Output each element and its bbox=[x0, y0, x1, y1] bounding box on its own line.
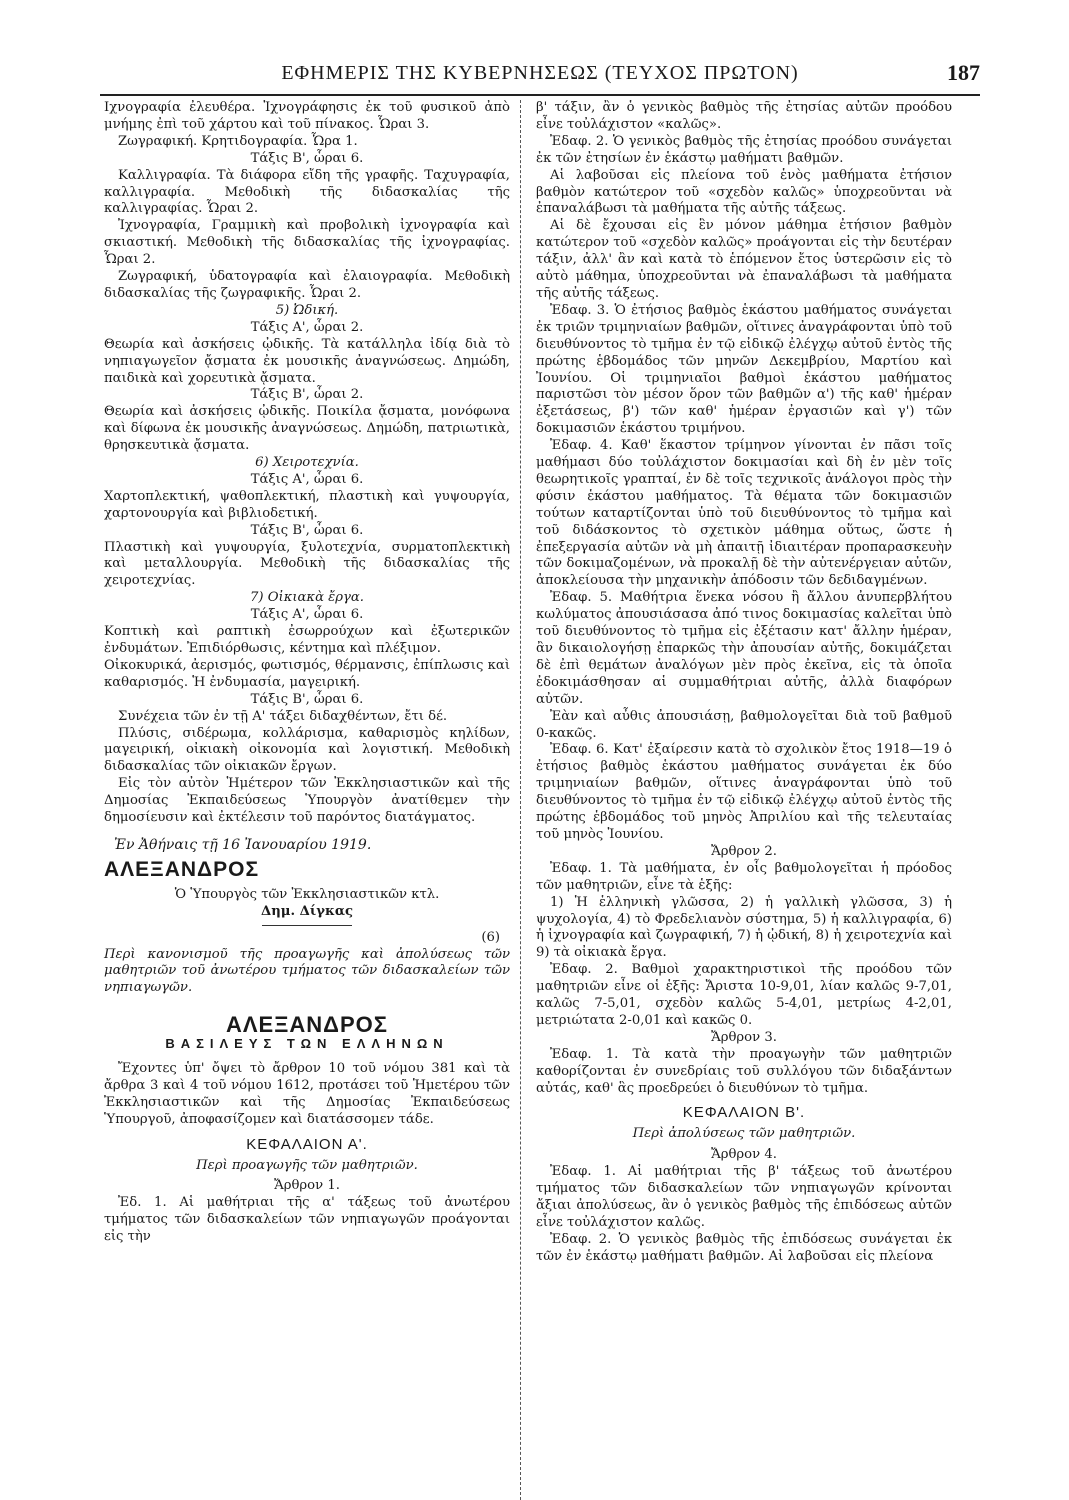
chapter-subtitle: Περὶ προαγωγῆς τῶν μαθητριῶν. bbox=[196, 1157, 418, 1173]
paragraph: Ἐδαφ. 1. Τὰ μαθήματα, ἐν οἷς βαθμολογεῖται ἡ πρόοδος τῶν μαθητριῶν, εἶνε τὰ ἑξῆς: bbox=[536, 860, 952, 893]
paragraph: Ἐδαφ. 4. Καθ' ἕκαστον τρίμηνον γίνονται ἐν πᾶσι τοῖς μαθήμασι δύο τοὐλάχιστον δοκιμασίαι καὶ δὴ ἐν μὲν τοῖς θεωρητικοῖς γραπταί, ἐν δὲ τοῖς τεχνικοῖς ἀνάλογοι πρὸς τὴν φύσιν ἑκάστου μαθήματος. Τὰ θέματα τῶν δοκιμασιῶν τούτων καταρτίζονται ὑπὸ τοῦ διευθύνοντος τὸ τμῆμα καὶ τοῦ διδάσκοντος τὸ σχετικὸν μάθημα οὕτως, ὥστε ἡ ἐπεξεργασία αὐτῶν νὰ μὴ ἀπαιτῇ ἰδιαιτέραν προπαρασκευὴν τῶν δοκιμαζομένων, νὰ προκαλῇ δὲ τὴν αὐτενέργειαν αὐτῶν, ἀποκλείουσα τὴν μηχανικὴν ἀπόδοσιν τῶν δεδιδαγμένων. bbox=[536, 438, 952, 589]
article-heading: Ἄρθρον 1. bbox=[274, 1178, 340, 1194]
decree-number: (6) bbox=[481, 929, 500, 945]
class-heading: Τάξις Β', ὧραι 6. bbox=[250, 150, 364, 166]
minister-title: Ὁ Ὑπουργὸς τῶν Ἐκκλησιαστικῶν κτλ. bbox=[174, 886, 440, 902]
class-heading: Τάξις Α', ὧραι 6. bbox=[250, 471, 364, 487]
paragraph: Εἰς τὸν αὐτὸν Ἡμέτερον τῶν Ἐκκλησιαστικῶν καὶ τῆς Δημοσίας Ἐκπαιδεύσεως Ὑπουργὸν ἀνατίθεμεν τὴν δημοσίευσιν καὶ ἐκτέλεσιν τοῦ παρόντος διατάγματος. bbox=[104, 776, 510, 826]
subject-heading: 7) Οἰκιακὰ ἔργα. bbox=[250, 590, 364, 606]
chapter-heading: ΚΕΦΑΛΑΙΟΝ Β'. bbox=[682, 1104, 806, 1122]
section-rule bbox=[262, 925, 352, 926]
article-heading: Ἄρθρον 3. bbox=[711, 1029, 777, 1045]
paragraph: Ζωγραφική, ὑδατογραφία καὶ ἐλαιογραφία. Μεθοδικὴ διδασκαλίας τῆς ζωγραφικῆς. Ὧραι 2. bbox=[104, 269, 510, 301]
left-column bbox=[104, 100, 510, 1246]
paragraph: Κοπτικὴ καὶ ραπτικὴ ἐσωρρούχων καὶ ἐξωτερικῶν ἐνδυμάτων. Ἐπιδιόρθωσις, κέντημα καὶ πλέξιμον. bbox=[104, 624, 510, 656]
paragraph: Ἐδαφ. 1. Αἱ μαθήτριαι τῆς β' τάξεως τοῦ ἀνωτέρου τμήματος τῶν διδασκαλείων τῶν νηπιαγωγῶν κρίνονται ἄξιαι ἀπολύσεως, ἂν ὁ γενικὸς βαθμὸς τῆς ἐπιδόσεως αὐτῶν εἶνε τοὐλάχιστον καλῶς. bbox=[536, 1164, 952, 1230]
paragraph: Ἐδ. 1. Αἱ μαθήτριαι τῆς α' τάξεως τοῦ ἀνωτέρου τμήματος τῶν διδασκαλείων τῶν νηπιαγωγῶν προάγονται εἰς τὴν bbox=[104, 1195, 510, 1245]
paragraph: Ἐὰν καὶ αὖθις ἀπουσιάσῃ, βαθμολογεῖται διὰ τοῦ βαθμοῦ 0-κακῶς. bbox=[536, 708, 952, 741]
paragraph: Αἱ λαβοῦσαι εἰς πλείονα τοῦ ἑνὸς μαθήματα ἐτήσιον βαθμὸν κατώτερον τοῦ «σχεδὸν καλῶς» ὑποχρεοῦνται νὰ ἐπαναλάβωσι τὰ μαθήματα τῆς αὐτῆς τάξεως. bbox=[536, 167, 952, 217]
king-title: ΒΑΣΙΛΕΥΣ ΤΩΝ ΕΛΛΗΝΩΝ bbox=[165, 1036, 449, 1052]
class-heading: Τάξις Β', ὧραι 6. bbox=[250, 522, 364, 538]
king-name-heading: ΑΛΕΞΑΝΔΡΟΣ bbox=[226, 1012, 388, 1038]
decree-title: Περὶ κανονισμοῦ τῆς προαγωγῆς καὶ ἀπολύσεως τῶν μαθητριῶν τοῦ ἀνωτέρου τμήματος τῶν διδασκαλείων τῶν νηπιαγωγῶν. bbox=[104, 946, 510, 996]
paragraph: Ἰχνογραφία, Γραμμικὴ καὶ προβολικὴ ἰχνογραφία καὶ σκιαστική. Μεθοδικὴ τῆς διδασκαλίας τῆς ἰχνογραφίας. Ὧραι 2. bbox=[104, 218, 510, 268]
paragraph: Ἐδαφ. 2. Ὁ γενικὸς βαθμὸς τῆς ἐτησίας προόδου συνάγεται ἐκ τῶν ἐτησίων ἐν ἑκάστῳ μαθήματι βαθμῶν. bbox=[536, 133, 952, 166]
paragraph: Ἐδαφ. 3. Ὁ ἐτήσιος βαθμὸς ἑκάστου μαθήματος συνάγεται ἐκ τριῶν τριμηνιαίων βαθμῶν, οἵτινες ἀναγράφονται ὑπὸ τοῦ διευθύνοντος τὸ τμῆμα ἐν τῷ εἰδικῷ ἐλέγχῳ αὐτοῦ ἐντὸς τῆς πρώτης ἑβδομάδος τῶν μηνῶν Δεκεμβρίου, Μαρτίου καὶ Ἰουνίου. Οἱ τριμηνιαῖοι βαθμοὶ ἑκάστου μαθήματος παριστῶσι τὸν μέσον ὅρον τῶν βαθμῶν α') τῆς καθ' ἡμέραν ἐξετάσεως, β') τῶν καθ' ἡμέραν ἐργασιῶν καὶ γ') τῶν δοκιμασιῶν ἑκάστου τριμήνου. bbox=[536, 302, 952, 437]
paragraph: Καλλιγραφία. Τὰ διάφορα εἴδη τῆς γραφῆς. Ταχυγραφία, καλλιγραφία. Μεθοδικὴ τῆς διδασκαλίας τῆς καλλιγραφίας. Ὧραι 2. bbox=[104, 167, 510, 217]
paragraph: Χαρτοπλεκτική, ψαθοπλεκτική, πλαστικὴ καὶ γυψουργία, χαρτονουργία καὶ βιβλιοδετική. bbox=[104, 488, 510, 521]
page-number: 187 bbox=[947, 60, 980, 85]
preamble: Ἔχοντες ὑπ' ὄψει τὸ ἄρθρον 10 τοῦ νόμου 381 καὶ τὰ ἄρθρα 3 καὶ 4 τοῦ νόμου 1612, προτάσει τοῦ Ἡμετέρου τῶν Ἐκκλησιαστικῶν καὶ τῆς Δημοσίας Ἐκπαιδεύσεως Ὑπουργοῦ, ἀποφασίζομεν καὶ διατάσσομεν τάδε. bbox=[104, 1061, 510, 1127]
paragraph: Οἰκοκυρικά, ἀερισμός, φωτισμός, θέρμανσις, ἐπίπλωσις καὶ καθαρισμός. Ἡ ἐνδυμασία, μαγειρική. bbox=[104, 657, 510, 690]
subject-heading: 6) Χειροτεχνία. bbox=[255, 455, 359, 471]
paragraph: Ἐδαφ. 6. Κατ' ἐξαίρεσιν κατὰ τὸ σχολικὸν ἔτος 1918—19 ὁ ἐτήσιος βαθμὸς ἑκάστου μαθήματος συνάγεται ἐκ δύο τριμηνιαίων βαθμῶν, οἵτινες ἀναγράφονται ὑπὸ τοῦ διευθύνοντος τὸ τμῆμα ἐν τῷ εἰδικῷ ἐλέγχῳ αὐτοῦ ἐντὸς τῆς πρώτης ἑβδομάδος τοῦ μηνὸς Ἀπριλίου καὶ τῆς τελευταίας τοῦ μηνὸς Ἰουνίου. bbox=[536, 742, 952, 842]
king-signature: ΑΛΕΞΑΝΔΡΟΣ bbox=[104, 857, 260, 881]
header-rule bbox=[100, 94, 980, 96]
class-heading: Τάξις Α', ὧραι 2. bbox=[250, 319, 364, 335]
class-heading: Τάξις Β', ὧραι 6. bbox=[250, 691, 364, 707]
gazette-title: ΕΦΗΜΕΡΙΣ ΤΗΣ ΚΥΒΕΡΝΗΣΕΩΣ (ΤΕΥΧΟΣ ΠΡΩΤΟΝ) bbox=[281, 62, 799, 84]
minister-name: Δημ. Δίγκας bbox=[260, 903, 354, 919]
paragraph: Ἐδαφ. 2. Ὁ γενικὸς βαθμὸς τῆς ἐπιδόσεως συνάγεται ἐκ τῶν ἐν ἑκάστῳ μαθήματι βαθμῶν. Αἱ λαβοῦσαι εἰς πλείονα bbox=[536, 1231, 952, 1264]
class-heading: Τάξις Β', ὧραι 2. bbox=[250, 387, 364, 403]
page-header bbox=[100, 60, 980, 92]
class-heading: Τάξις Α', ὧραι 6. bbox=[250, 607, 364, 623]
decree-date: Ἐν Ἀθήναις τῇ 16 Ἰανουαρίου 1919. bbox=[114, 836, 372, 853]
subject-heading: 5) Ὠδική. bbox=[275, 302, 339, 318]
paragraph: Ἐδαφ. 1. Τὰ κατὰ τὴν προαγωγὴν τῶν μαθητριῶν καθορίζονται ἐν συνεδρίαις τοῦ συλλόγου τῶν διδαξάντων αὐτάς, καθ' ἃς προεδρεύει ὁ διευθύνων τὸ τμῆμα. bbox=[536, 1046, 952, 1096]
paragraph: β' τάξιν, ἂν ὁ γενικὸς βαθμὸς τῆς ἐτησίας αὐτῶν προόδου εἶνε τοὐλάχιστον «καλῶς». bbox=[536, 100, 952, 132]
article-heading: Ἄρθρον 4. bbox=[711, 1147, 777, 1163]
column-divider bbox=[520, 100, 521, 1500]
paragraph: Ιχνογραφία ἐλευθέρα. Ἰχνογράφησις ἐκ τοῦ φυσικοῦ ἀπὸ μνήμης ἐπὶ τοῦ χάρτου καὶ τοῦ πίνακος. Ὧραι 3. bbox=[104, 100, 510, 132]
article-heading: Ἄρθρον 2. bbox=[711, 843, 777, 859]
paragraph: Ζωγραφική. Κρητιδογραφία. Ὧρα 1. bbox=[118, 133, 358, 149]
paragraph: 1) Ἡ ἑλληνικὴ γλῶσσα, 2) ἡ γαλλικὴ γλῶσσα, 3) ἡ ψυχολογία, 4) τὸ Φρεδελιανὸν σύστημα, 5) ἡ καλλιγραφία, 6) ἡ ἰχνογραφία καὶ ζωγραφική, 7) ἡ ᾠδική, 8) ἡ χειροτεχνία καὶ 9) τὰ οἰκιακὰ ἔργα. bbox=[536, 894, 952, 961]
paragraph: Αἱ δὲ ἔχουσαι εἰς ἓν μόνον μάθημα ἐτήσιον βαθμὸν κατώτερον τοῦ «σχεδὸν καλῶς» προάγονται εἰς τὴν δευτέραν τάξιν, ἀλλ' ἂν καὶ κατὰ τὸ ἑπόμενον ἔτος ὑστερῶσιν εἰς τὸ αὐτὸ μάθημα, ὑποχρεοῦνται νὰ ἐπαναλάβωσι τὰ μαθήματα τῆς αὐτῆς τάξεως. bbox=[536, 218, 952, 301]
paragraph: Ἐδαφ. 2. Βαθμοὶ χαρακτηριστικοὶ τῆς προόδου τῶν μαθητριῶν εἶνε οἱ ἑξῆς: Ἄριστα 10-9,01, λίαν καλῶς 9-7,01, καλῶς 7-5,01, σχεδὸν καλῶς 5-4,01, μετρίως 4-2,01, μετριώτατα 2-0,01 καὶ κακῶς 0. bbox=[536, 962, 952, 1028]
chapter-heading: ΚΕΦΑΛΑΙΟΝ Α'. bbox=[246, 1135, 368, 1153]
paragraph: Συνέχεια τῶν ἐν τῇ Α' τάξει διδαχθέντων, ἔτι δέ. bbox=[118, 708, 448, 724]
paragraph: Θεωρία καὶ ἀσκήσεις ᾠδικῆς. Ποικίλα ᾄσματα, μονόφωνα καὶ δίφωνα ἐκ μουσικῆς ἀναγνώσεως. Δημώδη, πατριωτικὰ, θρησκευτικὰ ᾄσματα. bbox=[104, 404, 510, 454]
paragraph: Πλαστικὴ καὶ γυψουργία, ξυλοτεχνία, συρματοπλεκτικὴ καὶ μεταλλουργία. Μεθοδικὴ τῆς διδασκαλίας τῆς χειροτεχνίας. bbox=[104, 539, 510, 589]
chapter-subtitle: Περὶ ἀπολύσεως τῶν μαθητριῶν. bbox=[632, 1126, 856, 1142]
paragraph: Πλύσις, σιδέρωμα, κολλάρισμα, καθαρισμὸς κηλίδων, μαγειρική, οἰκιακὴ οἰκονομία καὶ λογιστική. Μεθοδικὴ διδασκαλίας τῶν οἰκιακῶν ἔργων. bbox=[104, 725, 510, 775]
paragraph: Θεωρία καὶ ἀσκήσεις ᾠδικῆς. Τὰ κατάλληλα ἰδίᾳ διὰ τὸ νηπιαγωγεῖον ᾄσματα ἐκ μουσικῆς ἀναγνώσεως. Δημώδη, παιδικὰ καὶ χορευτικὰ ᾄσματα. bbox=[104, 336, 510, 386]
paragraph: Ἐδαφ. 5. Μαθήτρια ἕνεκα νόσου ἢ ἄλλου ἀνυπερβλήτου κωλύματος ἀπουσιάσασα ἀπό τινος δοκιμασίας καλεῖται ὑπὸ τοῦ διευθύνοντος τὸ τμῆμα εἰς ἐξέτασιν κατ' ἄλλην ἡμέραν, ἂν δικαιολογήσῃ ἐπαρκῶς τὴν ἀπουσίαν αὐτῆς, δοκιμάζεται δὲ ἐπὶ θεμάτων ἀναλόγων μὲν πρὸς ἐκεῖνα, εἰς τὰ ὁποῖα ἐδοκιμάσθησαν αἱ συμμαθήτριαι αὐτῆς, ἀλλὰ διαφόρων αὐτῶν. bbox=[536, 590, 952, 707]
right-column bbox=[536, 100, 952, 1266]
